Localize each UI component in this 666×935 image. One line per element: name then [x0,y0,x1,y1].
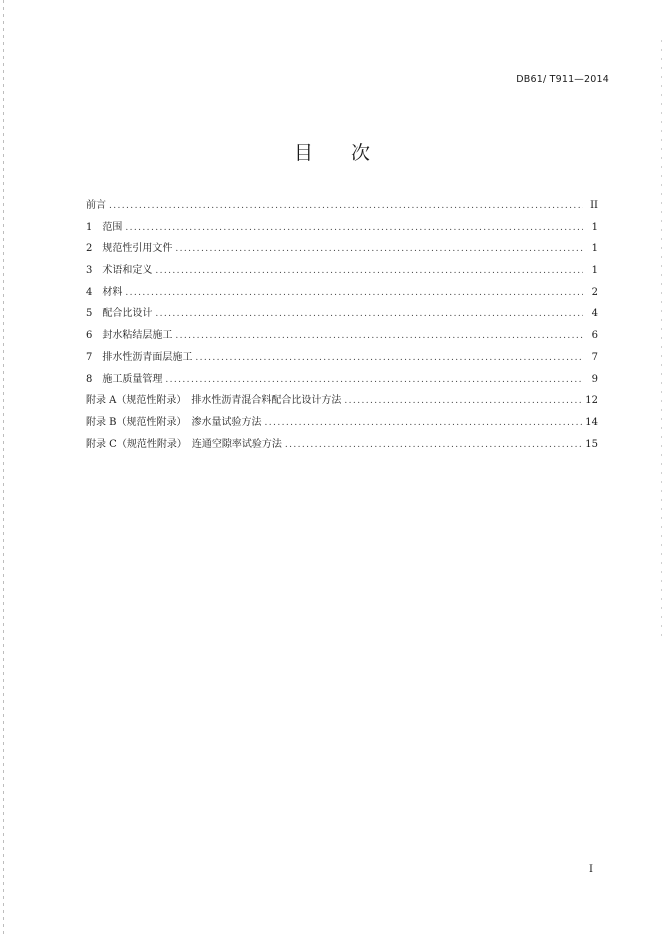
toc-entry-quality-management[interactable] [86,370,598,392]
toc-entry-page: 15 [585,438,598,450]
toc-entry-mix-design[interactable] [86,304,598,326]
toc-entry-page: 9 [591,373,598,385]
toc-entry-label: 1 范围 [86,221,123,233]
toc-entry-appendix-b[interactable] [86,413,598,435]
toc-entry-label: 2 规范性引用文件 [86,243,173,255]
toc-entry-label: 附录 B（规范性附录） 渗水量试验方法 [86,416,262,428]
scan-edge-right [661,40,662,640]
table-of-contents [86,196,598,456]
page-title: 目 次 [293,142,387,164]
page-number: I [589,864,593,875]
toc-entry-label: 附录 A（规范性附录） 排水性沥青混合料配合比设计方法 [86,395,342,407]
toc-entry-label: 7 排水性沥青面层施工 [86,351,193,363]
dot-leader [344,396,582,406]
toc-entry-label: 3 术语和定义 [86,265,153,277]
toc-entry-page: 6 [591,330,598,342]
dot-leader [109,201,583,211]
toc-entry-page: 14 [585,416,598,428]
dot-leader [155,266,583,276]
dot-leader [265,418,583,428]
toc-entry-materials[interactable] [86,283,598,305]
toc-entry-asphalt-surface[interactable] [86,348,598,370]
dot-leader [155,309,583,319]
toc-entry-normative-references[interactable] [86,239,598,261]
toc-entry-terms-definitions[interactable] [86,261,598,283]
toc-entry-label: 8 施工质量管理 [86,373,163,385]
toc-entry-appendix-a[interactable] [86,391,598,413]
dot-leader [165,375,583,385]
dot-leader [195,353,583,363]
toc-entry-sealing-layer[interactable] [86,326,598,348]
toc-entry-page: 1 [591,221,598,233]
dot-leader [125,288,583,298]
dot-leader [125,223,583,233]
dot-leader [175,331,583,341]
dot-leader [285,440,582,450]
toc-entry-label: 6 封水粘结层施工 [86,330,173,342]
toc-entry-label: 附录 C（规范性附录） 连通空隙率试验方法 [86,438,282,450]
toc-entry-label: 5 配合比设计 [86,308,153,320]
toc-entry-page: 7 [591,351,598,363]
toc-entry-foreword[interactable] [86,196,598,218]
toc-entry-page: 2 [591,286,598,298]
toc-entry-page: 4 [591,308,598,320]
toc-entry-page: 12 [585,395,598,407]
toc-entry-label: 4 材料 [86,286,123,298]
document-code: DB61/ T911—2014 [516,74,609,85]
toc-entry-appendix-c[interactable] [86,435,598,457]
toc-entry-scope[interactable] [86,218,598,240]
toc-entry-page: 1 [591,265,598,277]
dot-leader [175,244,583,254]
toc-entry-label: 前言 [86,200,106,211]
toc-entry-page: II [590,200,598,211]
toc-entry-page: 1 [591,243,598,255]
